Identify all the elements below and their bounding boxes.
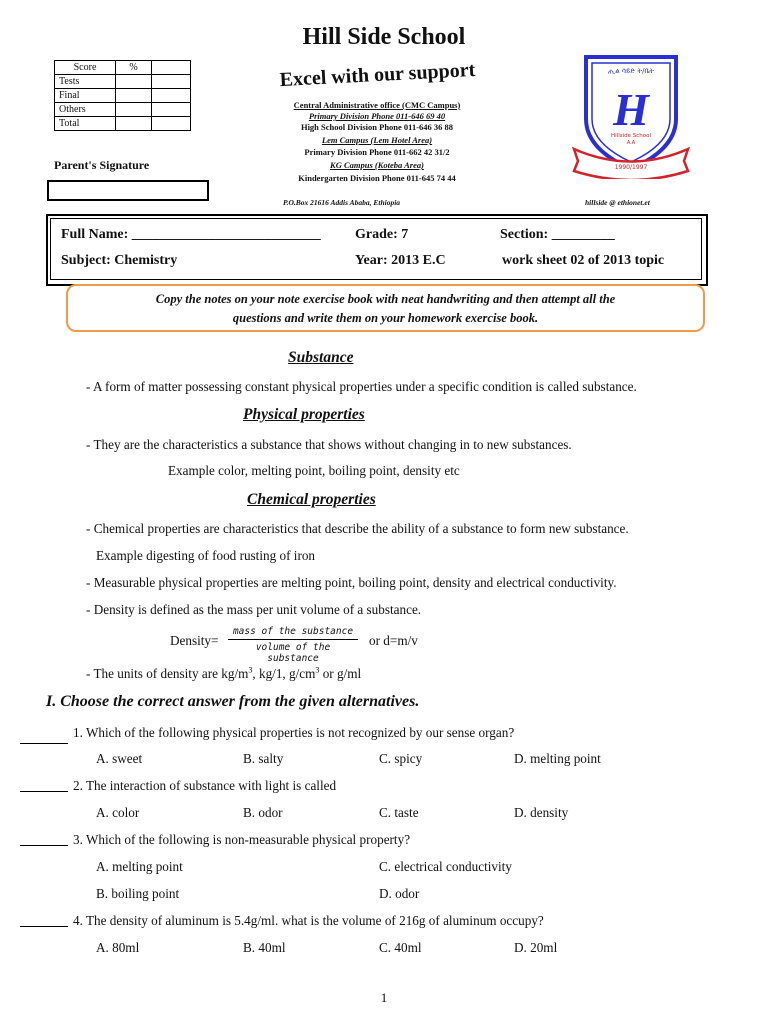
worksheet-label: work sheet 02 of 2013 topic [502,253,665,268]
q2-option-a: A. color [96,805,140,820]
q3-option-b: B. boiling point [96,886,180,901]
question-2: 2. The interaction of substance with light is called [73,778,337,793]
q2-option-b: B. odor [243,805,283,820]
q1-option-c: C. spicy [379,751,423,766]
heading-substance: Substance [288,349,354,366]
q3-option-d: D. odor [379,886,420,901]
score-header: Score [55,61,116,75]
q4-option-a: A. 80ml [96,940,140,955]
units-text: , kg/1, g/cm [252,666,316,681]
physical-definition: - They are the characteristics a substance that shows without changing in to new substances. [86,437,572,452]
notice-line: Copy the notes on your note exercise book with neat handwriting and then attempt all the [155,292,616,306]
q2-option-c: C. taste [379,805,419,820]
score-cell[interactable] [152,103,191,117]
answer-blank-1[interactable] [20,743,68,744]
answer-blank-3[interactable] [20,845,68,846]
answer-blank-4[interactable] [20,926,68,927]
score-cell[interactable] [116,89,152,103]
email: hillside @ ethionet.et [585,198,650,207]
po-box: P.O.Box 21616 Addis Ababa, Ethiopia [283,198,401,207]
density-formula-alt: or d=m/v [369,633,418,648]
question-1: 1. Which of the following physical properties is not recognized by our sense organ? [73,725,515,740]
school-name: Hill Side School [302,24,466,50]
address-line: Primary Division Phone 011-662 42 31/2 [304,147,450,157]
question-4: 4. The density of aluminum is 5.4g/ml. what is the volume of 216g of aluminum occupy? [73,913,544,928]
units-text: - The units of density are kg/m [86,666,249,681]
address-line: KG Campus (Koteba Area) [330,160,424,170]
answer-blank-2[interactable] [20,791,68,792]
address-line: High School Division Phone 011-646 36 88 [300,122,454,132]
page-number: 1 [380,990,388,1005]
q3-option-c: C. electrical conductivity [379,859,512,874]
score-cell[interactable] [152,117,191,131]
score-row-label: Others [55,103,116,117]
parent-signature-label: Parent's Signature [54,158,150,172]
percent-header: % [116,61,152,75]
density-units [86,666,361,682]
q4-option-d: D. 20ml [514,940,558,955]
grade-label: Grade: 7 [355,227,409,242]
logo-year: 1990/1997 [614,164,648,171]
heading-chemical-properties: Chemical properties [247,491,376,508]
score-cell[interactable] [116,117,152,131]
q3-option-a: A. melting point [96,859,183,874]
score-cell[interactable] [116,103,152,117]
density-fraction [228,626,358,664]
address-line: Primary Division Phone 011-646 69 40 [308,111,446,121]
units-text: or g/ml [319,666,362,681]
density-definition: - Density is defined as the mass per unit volume of a substance. [86,602,422,617]
address-line: Kindergarten Division Phone 011-645 74 44 [298,173,456,183]
year-label: Year: 2013 E.C [355,253,446,268]
density-denominator: volume of the substance [255,642,331,664]
school-motto: Excel with our support [279,58,476,92]
address-line: Lem Campus (Lem Hotel Area) [321,135,433,145]
logo-caption-2: A.A [626,140,636,146]
notice-line: questions and write them on your homework exercise book. [232,311,539,325]
score-cell[interactable] [116,75,152,89]
density-formula-label: Density= [170,633,219,648]
substance-definition: - A form of matter possessing constant physical properties under a specific condition is called substance. [86,379,637,394]
chemical-example: Example digesting of food rusting of iron [96,548,316,563]
score-cell[interactable] [152,61,191,75]
physical-example: Example color, melting point, boiling point, density etc [168,463,460,478]
parent-signature-box[interactable] [47,180,209,201]
chemical-definition: - Chemical properties are characteristics that describe the ability of a substance to form new substance. [86,521,629,536]
q1-option-b: B. salty [243,751,284,766]
score-row-label: Total [55,117,116,131]
score-table [54,60,191,131]
logo-letter: H [613,84,649,135]
units-superscript: 3 [315,665,320,675]
score-row-label: Tests [55,75,116,89]
score-row-label: Final [55,89,116,103]
question-3: 3. Which of the following is non-measurable physical property? [73,832,411,847]
heading-physical-properties: Physical properties [243,406,365,423]
q4-option-c: C. 40ml [379,940,422,955]
logo-top-text: ሒል ሳይድ ት/ቤት [607,67,655,75]
measurable-properties: - Measurable physical properties are melting point, boiling point, density and electrical conductivity. [86,575,617,590]
score-cell[interactable] [152,89,191,103]
units-superscript: 3 [248,665,253,675]
score-cell[interactable] [152,75,191,89]
full-name-field[interactable]: Full Name: ___________________________ [61,227,321,242]
school-logo [572,49,690,179]
section-one-title: I. Choose the correct answer from the given alternatives. [46,693,420,710]
subject-label: Subject: Chemistry [61,253,178,268]
q1-option-d: D. melting point [514,751,601,766]
address-line: Central Administrative office (CMC Campus) [293,100,461,110]
section-field[interactable]: Section: _________ [500,227,615,242]
q1-option-a: A. sweet [96,751,143,766]
logo-caption: Hillside School [611,133,651,139]
q2-option-d: D. density [514,805,569,820]
q4-option-b: B. 40ml [243,940,286,955]
density-numerator: mass of the substance [228,626,358,640]
